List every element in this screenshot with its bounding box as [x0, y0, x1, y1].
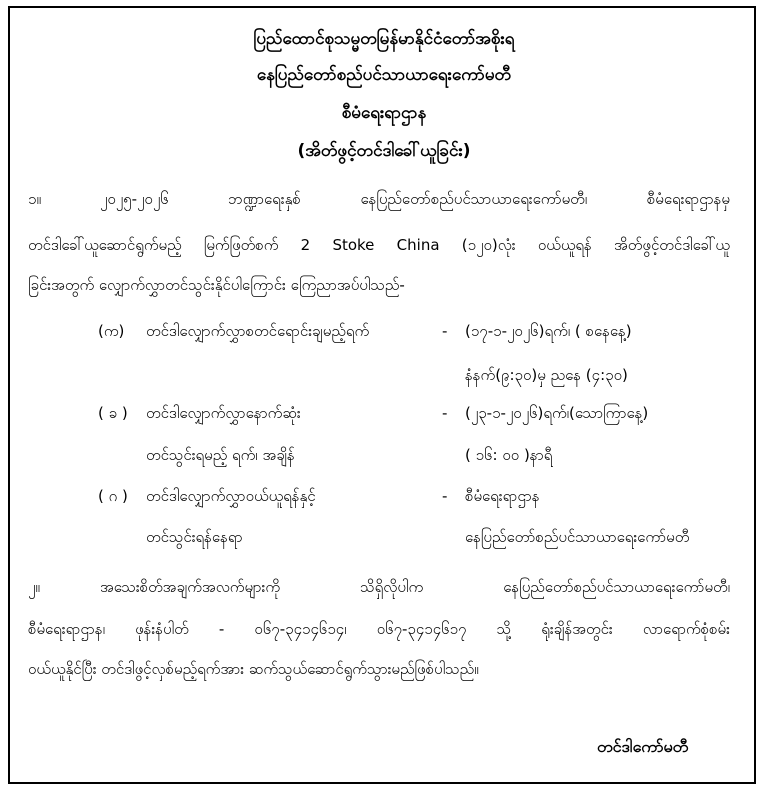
header-department: စီမံရေးရာဌာန: [341, 103, 427, 123]
para2-line2-word: သို့: [496, 620, 512, 638]
para2-line2-word: လာရောက်စုံစမ်း: [642, 620, 730, 638]
para1-line1: [100, 190, 730, 212]
para2-line1-word: အသေးစိတ်အချက်အလက်များကို: [100, 578, 281, 596]
para1-line1-word: စီမံရေးရာဌာနမှ: [646, 190, 730, 208]
para1-line2-word: မြက်ဖြတ်စက်: [203, 236, 279, 254]
para1-line2-word: အိတ်ဖွင့်တင်ဒါခေါ်ယူ: [614, 236, 730, 254]
para1-line2: [28, 236, 730, 258]
para2-number: ၂။: [28, 578, 40, 596]
signature: တင်ဒါကော်မတီ: [597, 737, 689, 756]
header-government: ပြည်ထောင်စုသမ္မတမြန်မာနိုင်ငံတော်အစိုးရ: [253, 29, 515, 49]
item-b-date: (၂၃-၁-၂၀၂၆)ရက်၊(သောကြာနေ့): [465, 404, 649, 422]
para2-line1-word: သိရှိလိုပါက: [360, 578, 424, 596]
para2-line2-word: ၀၆၇-၃၄၁၄၆၁၄၊: [254, 620, 347, 638]
item-b-label2: တင်သွင်းရမည့် ရက်၊ အချိန်: [146, 446, 295, 464]
item-a-time: နံနက်(၉:၃၀)မှ ညနေ (၄:၃၀): [465, 366, 628, 384]
header-notice-type: (အိတ်ဖွင့်တင်ဒါခေါ်ယူခြင်း): [297, 141, 471, 161]
para1-line2-word: (၁၂၀)လုံး: [461, 236, 516, 254]
para2-line2: [28, 620, 730, 642]
item-c-label2: တင်သွင်းရန်နေရာ: [146, 528, 243, 546]
para1-line2-word: တင်ဒါခေါ်ယူဆောင်ရွက်မည့်: [28, 236, 182, 254]
para1-line2-word: 2: [300, 236, 311, 254]
item-b-marker: ( ခ ): [98, 404, 128, 422]
item-a-label: တင်ဒါလျှောက်လွှာစတင်ရောင်းချမည့်ရက်: [146, 322, 370, 340]
item-c-label: တင်ဒါလျှောက်လွှာဝယ်ယူရန်နှင့်: [146, 487, 316, 505]
item-a-marker: (က): [98, 322, 125, 340]
para2-line2-word: ရုံးချိန်အတွင်း: [541, 620, 613, 638]
item-a-date: (၁၇-၁-၂၀၂၆)ရက်၊ ( စနေနေ့): [465, 322, 632, 340]
para2-line2-word: ၀၆၇-၃၄၁၄၆၁၇: [376, 620, 467, 638]
para2-line2-word: -: [218, 620, 225, 638]
item-c-place2: နေပြည်တော်စည်ပင်သာယာရေးကော်မတီ: [465, 528, 690, 546]
para2-line2-word: ဖုန်းနံပါတ်: [135, 620, 189, 638]
para2-line2-word: စီမံရေးရာဌာန၊: [28, 620, 105, 638]
para1-line2-word: Stoke: [332, 236, 375, 254]
para2-line1: [100, 578, 730, 600]
para1-line1-word: ၂၀၂၅-၂၀၂၆: [100, 190, 169, 208]
item-a-dash: -: [442, 322, 448, 340]
item-c-dash: -: [442, 487, 448, 505]
para1-line2-word: ဝယ်ယူရန်: [537, 236, 592, 254]
para1-line3: ခြင်းအတွက် လျှောက်လွှာတင်သွင်းနိုင်ပါကြောင်း ကြေညာအပ်ပါသည်-: [28, 276, 405, 294]
header-committee: နေပြည်တော်စည်ပင်သာယာရေးကော်မတီ: [256, 65, 512, 85]
item-b-label: တင်ဒါလျှောက်လွှာနောက်ဆုံး: [146, 404, 301, 422]
item-b-dash: -: [442, 404, 448, 422]
para2-line3: ဝယ်ယူနိုင်ပြီး တင်ဒါဖွင့်လှစ်မည့်ရက်အား ဆက်သွယ်ဆောင်ရွက်သွားမည်ဖြစ်ပါသည်။: [28, 660, 479, 678]
para1-line1-word: ဘဏ္ဍာရေးနှစ်: [228, 190, 301, 208]
item-b-time: ( ၁၆: ၀၀ )နာရီ: [465, 446, 553, 464]
para1-line2-word: China: [396, 236, 440, 254]
para1-number: ၁။: [28, 190, 41, 208]
para1-line1-word: နေပြည်တော်စည်ပင်သာယာရေးကော်မတီ၊: [360, 190, 588, 208]
item-c-place: စီမံရေးရာဌာန: [465, 487, 540, 505]
para2-line1-word: နေပြည်တော်စည်ပင်သာယာရေးကော်မတီ၊: [503, 578, 730, 596]
item-c-marker: ( ဂ ): [98, 487, 128, 505]
